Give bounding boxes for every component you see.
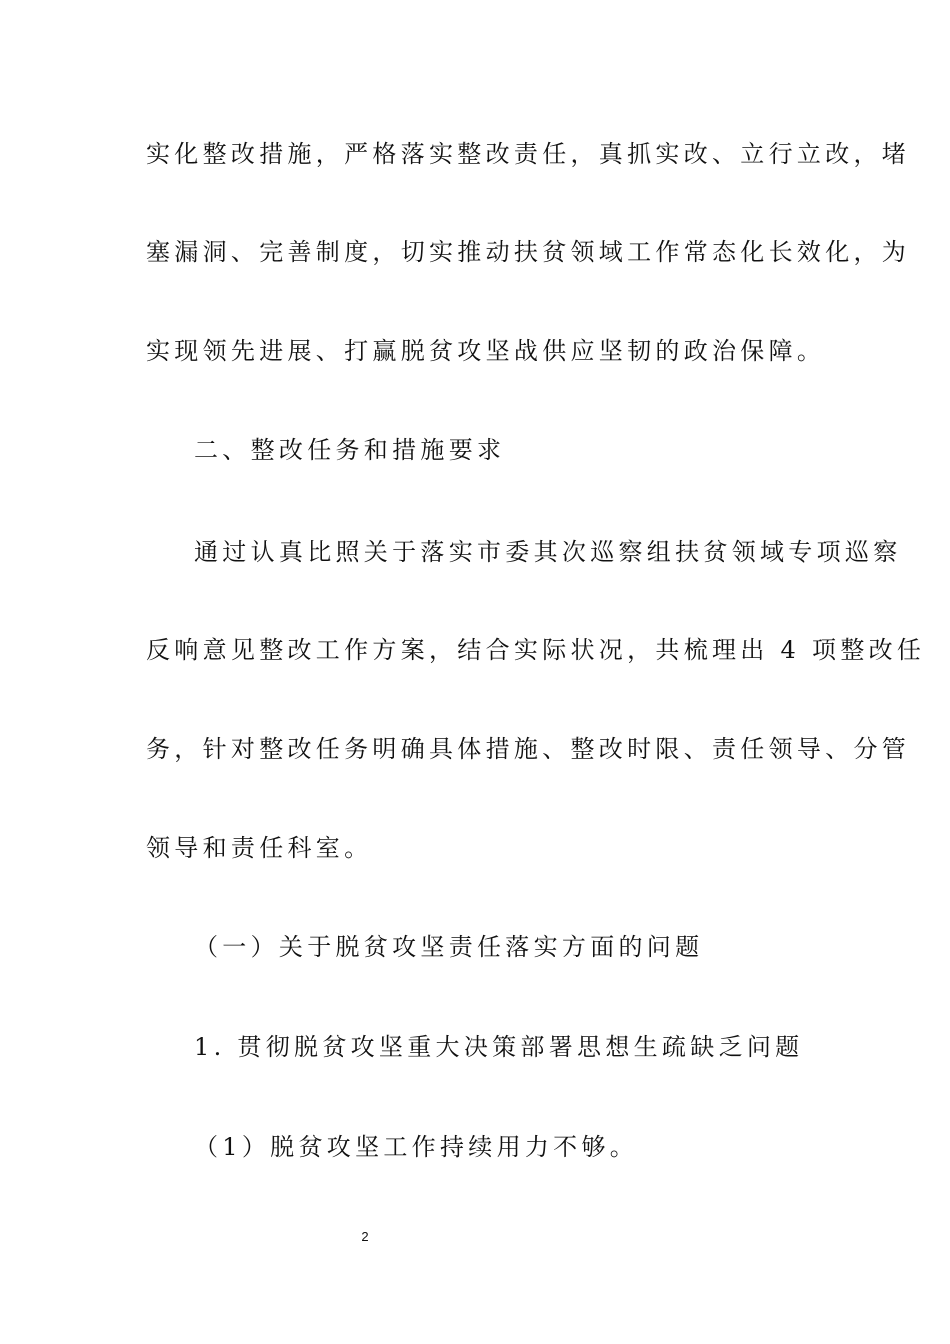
subitem-1: （1）脱贫攻坚工作持续用力不够。 [194,1133,639,1161]
paragraph-2-line-3: 务，针对整改任务明确具体措施、整改时限、责任领导、分管 [146,735,911,763]
subheading-1: （一）关于脱贫攻坚责任落实方面的问题 [194,933,704,961]
page-number: 2 [361,1229,369,1244]
paragraph-2-line-4: 领导和责任科室。 [146,834,373,862]
paragraph-2-line-2: 反响意见整改工作方案，结合实际状况，共梳理出 4 项整改任 [146,636,926,664]
section-heading-2: 二、整改任务和措施要求 [194,436,506,464]
paragraph-2-line-1: 通过认真比照关于落实市委其次巡察组扶贫领域专项巡察 [194,538,902,566]
paragraph-1-line-1: 实化整改措施，严格落实整改责任，真抓实改、立行立改，堵 [146,140,911,168]
paragraph-1-line-2: 塞漏洞、完善制度，切实推动扶贫领域工作常态化长效化，为 [146,238,911,266]
item-heading-1: 1. 贯彻脱贫攻坚重大决策部署思想生疏缺乏问题 [194,1033,804,1061]
paragraph-1-line-3: 实现领先进展、打赢脱贫攻坚战供应坚韧的政治保障。 [146,337,826,365]
